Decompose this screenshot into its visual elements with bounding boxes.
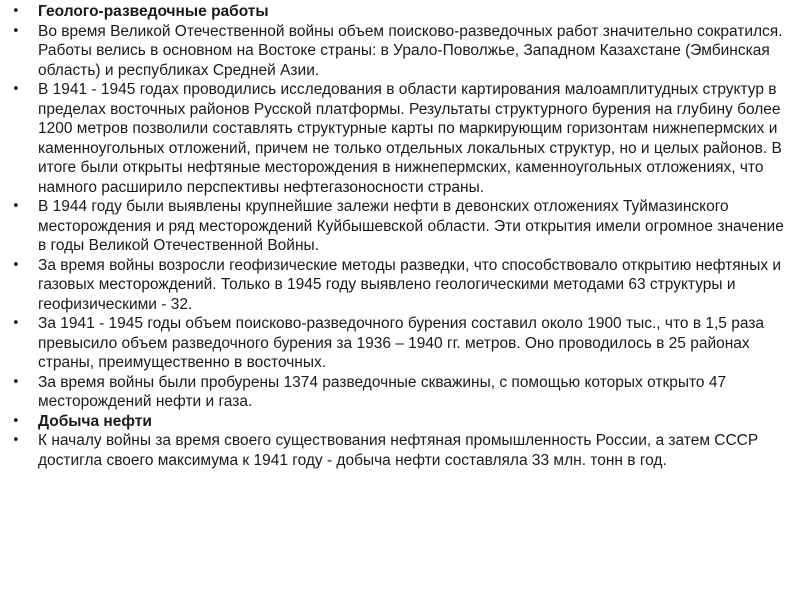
list-item <box>12 256 786 315</box>
heading-oil-production <box>12 412 786 432</box>
list-item <box>12 197 786 256</box>
paragraph-text: В 1941 - 1945 годах проводились исследования в области картирования малоамплитудных структур в пределах восточных районов Русской платформы. Результаты структурного бурения на глубину более 1200 метров позволили составлять структурные карты по маркирующим горизонтам нижнепермских и каменноугольных отложений, причем не только отдельных локальных структур, но и целых районов. В итоге были открыты нефтяные месторождения в нижнепермских, каменноугольных отложениях, что намного расширило перспективы нефтегазоносности страны. <box>38 81 782 196</box>
bullet-icon: • <box>12 433 20 448</box>
list-item <box>12 22 786 81</box>
paragraph-text: За 1941 - 1945 годы объем поисково-разведочного бурения составил около 1900 тыс., что в 1,5 раза превысило объем разведочного бурения за 1936 – 1940 гг. метров. Оно проводилось в 25 районах страны, преимущественно в восточных. <box>38 315 765 371</box>
list-item <box>12 314 786 373</box>
bullet-icon: • <box>12 199 20 214</box>
bullet-list <box>12 2 786 470</box>
heading-geological-exploration <box>12 2 786 22</box>
bullet-icon: • <box>12 23 20 39</box>
bullet-icon: • <box>12 374 20 390</box>
heading-text: Добыча нефти <box>38 412 152 430</box>
list-item <box>12 431 786 470</box>
bullet-icon: • <box>12 4 20 19</box>
paragraph-text: Во время Великой Отечественной войны объем поисково-разведочных работ значительно сократился. Работы велись в основном на Востоке страны: в Урало-Поволжье, Западном Казахстане (Эмбинская область) и республиках Средней Азии. <box>38 22 783 79</box>
list-item <box>12 373 786 412</box>
paragraph-text: За время войны возросли геофизические методы разведки, что способствовало открытию нефтяных и газовых месторождений. Только в 1945 году выявлено геологическими методами 63 структуры и геофизическими - 32. <box>38 256 782 313</box>
paragraph-text: В 1944 году были выявлены крупнейшие залежи нефти в девонских отложениях Туймазинского месторождения и ряд месторождений Куйбышевской области. Эти открытия имели огромное значение в годы Великой Отечественной Войны. <box>38 198 784 254</box>
bullet-icon: • <box>12 413 20 429</box>
heading-text: Геолого-разведочные работы <box>38 3 269 20</box>
paragraph-text: За время войны были пробурены 1374 разведочные скважины, с помощью которых открыто 47 месторождений нефти и газа. <box>38 373 727 410</box>
bullet-icon: • <box>12 257 20 273</box>
paragraph-text: К началу войны за время своего существования нефтяная промышленность России, а затем СССР достигла своего максимума к 1941 году - добыча нефти составляла 33 млн. тонн в год. <box>38 432 759 469</box>
bullet-icon: • <box>12 316 20 331</box>
bullet-icon: • <box>12 82 20 97</box>
list-item <box>12 80 786 197</box>
